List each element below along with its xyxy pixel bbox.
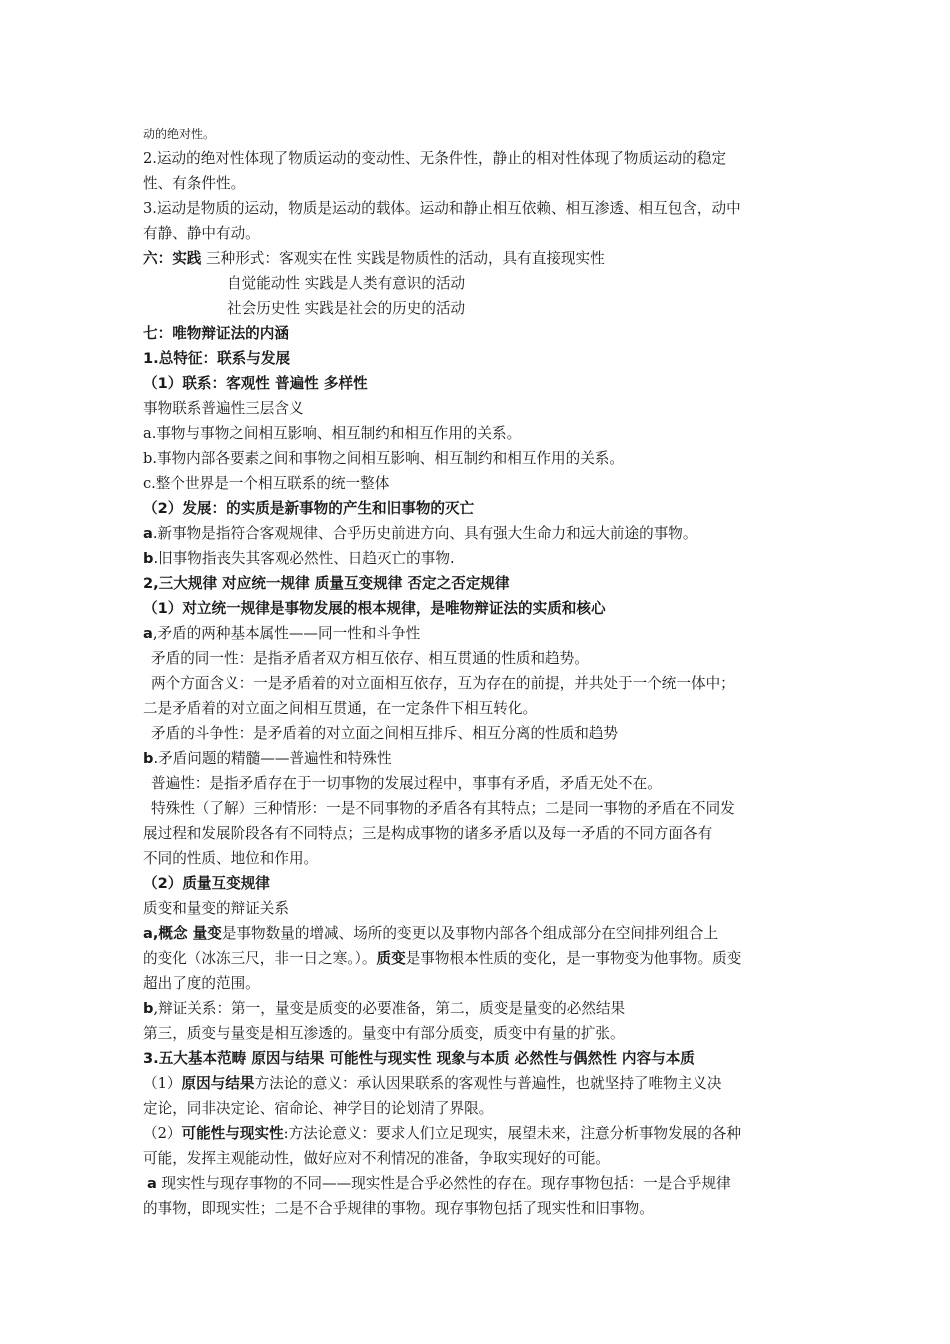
- text-line: [143, 296, 815, 321]
- text: 现实性与现存事物的不同——现实性是合乎必然性的存在。现存事物包括：一是合乎规律: [156, 1175, 731, 1192]
- text-line: [143, 921, 815, 946]
- text-line: [143, 996, 815, 1021]
- document-body: [143, 124, 815, 1221]
- heading-bold: 2,三大规律 对应统一规律 质量互变规律 否定之否定规律: [143, 575, 510, 592]
- text-line: [143, 521, 815, 546]
- text: 是事物根本性质的变化，是一事物变为他事物。质变: [405, 950, 742, 967]
- item-marker: b: [143, 1000, 154, 1017]
- text: .旧事物指丧失其客观必然性、日趋灭亡的事物.: [153, 550, 455, 567]
- heading-bold: （2）质量互变规律: [143, 875, 270, 892]
- text: 动的绝对性。: [143, 127, 216, 141]
- text-line: [143, 171, 815, 196]
- text: 事物联系普遍性三层含义: [143, 400, 304, 417]
- item-marker: b: [143, 750, 154, 767]
- text: 定论，同非决定论、宿命论、神学目的论划清了界限。: [143, 1100, 494, 1117]
- text-line: [143, 1021, 815, 1046]
- item-marker: a,概念 量变: [143, 925, 222, 942]
- text: 自觉能动性 实践是人类有意识的活动: [227, 275, 466, 292]
- text-line: [143, 1096, 815, 1121]
- text: 二是矛盾着的对立面之间相互贯通，在一定条件下相互转化。: [143, 700, 538, 717]
- text: 性、有条件性。: [143, 175, 246, 192]
- text: 的变化（冰冻三尺，非一日之寒。）。: [143, 950, 377, 967]
- text-line: [143, 1146, 815, 1171]
- text-line: [143, 746, 815, 771]
- text: （1）: [143, 1075, 182, 1092]
- term-bold: 质变: [376, 950, 406, 967]
- text: 不同的性质、地位和作用。: [143, 850, 319, 867]
- text-line: [143, 271, 815, 296]
- text: c.整个世界是一个相互联系的统一整体: [143, 475, 390, 492]
- text: 可能，发挥主观能动性，做好应对不利情况的准备，争取实现好的可能。: [143, 1150, 611, 1167]
- text-line: [143, 971, 815, 996]
- text-line: [143, 471, 815, 496]
- text-line: [143, 821, 815, 846]
- text: 有静、静中有动。: [143, 225, 260, 242]
- text: 第三，质变与量变是相互渗透的。量变中有部分质变，质变中有量的扩张。: [143, 1025, 625, 1042]
- section-heading: [143, 246, 815, 271]
- heading-bold: 1.总特征：联系与发展: [143, 350, 291, 367]
- text-line: [143, 1071, 815, 1096]
- text-line: [143, 946, 815, 971]
- text: 两个方面含义：一是矛盾着的对立面相互依存，互为存在的前提，并共处于一个统一体中；: [151, 675, 735, 692]
- text: 质变和量变的辩证关系: [143, 900, 289, 917]
- text: a.事物与事物之间相互影响、相互制约和相互作用的关系。: [143, 425, 522, 442]
- text-line: [143, 396, 815, 421]
- text: 矛盾的斗争性：是矛盾着的对立面之间相互排斥、相互分离的性质和趋势: [151, 725, 619, 742]
- text: 普遍性：是指矛盾存在于一切事物的发展过程中，事事有矛盾，矛盾无处不在。: [151, 775, 662, 792]
- text: .矛盾问题的精髓——普遍性和特殊性: [153, 750, 392, 767]
- text: ,辩证关系：第一，量变是质变的必要准备，第二，质变是量变的必然结果: [153, 1000, 626, 1017]
- text: 的事物，即现实性；二是不合乎规律的事物。现存事物包括了现实性和旧事物。: [143, 1200, 654, 1217]
- text-line: [143, 196, 815, 221]
- text-line: [143, 446, 815, 471]
- sub-heading: [143, 596, 815, 621]
- text: 三种形式：客观实在性 实践是物质性的活动，具有直接现实性: [201, 250, 605, 267]
- sub-heading: [143, 871, 815, 896]
- text-line: [143, 771, 815, 796]
- text-line: [143, 796, 815, 821]
- section-heading: [143, 321, 815, 346]
- text-line: [143, 221, 815, 246]
- text-line: [143, 896, 815, 921]
- heading-bold: 3.五大基本范畴 原因与结果 可能性与现实性 现象与本质 必然性与偶然性 内容与本质: [143, 1050, 695, 1067]
- item-marker: a: [143, 625, 153, 642]
- text-line: [143, 546, 815, 571]
- text-line: [143, 1171, 815, 1196]
- text-line: [143, 671, 815, 696]
- heading-bold: 六：实践: [143, 250, 202, 267]
- text: 展过程和发展阶段各有不同特点；三是构成事物的诸多矛盾以及每一矛盾的不同方面各有: [143, 825, 713, 842]
- text-line: [143, 846, 815, 871]
- text: 社会历史性 实践是社会的历史的活动: [227, 300, 466, 317]
- text: 2.运动的绝对性体现了物质运动的变动性、无条件性，静止的相对性体现了物质运动的稳定: [143, 150, 727, 167]
- text: 特殊性（了解）三种情形：一是不同事物的矛盾各有其特点；二是同一事物的矛盾在不同发: [151, 800, 735, 817]
- sub-heading: [143, 496, 815, 521]
- text: 矛盾的同一性：是指矛盾者双方相互依存、相互贯通的性质和趋势。: [151, 650, 589, 667]
- sub-heading: [143, 346, 815, 371]
- text-line: [143, 146, 815, 171]
- item-marker: b: [143, 550, 154, 567]
- text: 超出了度的范围。: [143, 975, 260, 992]
- text-line: [143, 1196, 815, 1221]
- term-bold: 原因与结果: [181, 1075, 255, 1092]
- text: .新事物是指符合客观规律、合乎历史前进方向、具有强大生命力和远大前途的事物。: [152, 525, 698, 542]
- heading-bold: （1）联系：客观性 普遍性 多样性: [143, 375, 368, 392]
- text-line: [143, 421, 815, 446]
- text: （2）: [143, 1125, 182, 1142]
- text: b.事物内部各要素之间和事物之间相互影响、相互制约和相互作用的关系。: [143, 450, 624, 467]
- text: 方法论的意义：承认因果联系的客观性与普遍性，也就坚持了唯物主义决: [254, 1075, 722, 1092]
- item-marker: a: [143, 525, 153, 542]
- heading-bold: （2）发展：的实质是新事物的产生和旧事物的灭亡: [143, 500, 475, 517]
- text-line: [143, 124, 815, 146]
- item-marker: a: [147, 1175, 157, 1192]
- heading-bold: 七：唯物辩证法的内涵: [143, 325, 289, 342]
- heading-bold: （1）对立统一规律是事物发展的根本规律，是唯物辩证法的实质和核心: [143, 600, 606, 617]
- text: :方法论意义：要求人们立足现实，展望未来，注意分析事物发展的各种: [283, 1125, 741, 1142]
- text-line: [143, 696, 815, 721]
- sub-heading: [143, 1046, 815, 1071]
- sub-heading: [143, 571, 815, 596]
- term-bold: 可能性与现实性: [181, 1125, 284, 1142]
- sub-heading: [143, 371, 815, 396]
- text: 是事物数量的增减、场所的变更以及事物内部各个组成部分在空间排列组合上: [221, 925, 719, 942]
- text: 3.运动是物质的运动，物质是运动的载体。运动和静止相互依赖、相互渗透、相互包含，动中: [143, 200, 741, 217]
- text-line: [143, 721, 815, 746]
- text-line: [143, 621, 815, 646]
- text-line: [143, 646, 815, 671]
- text-line: [143, 1121, 815, 1146]
- text: ,矛盾的两种基本属性——同一性和斗争性: [152, 625, 421, 642]
